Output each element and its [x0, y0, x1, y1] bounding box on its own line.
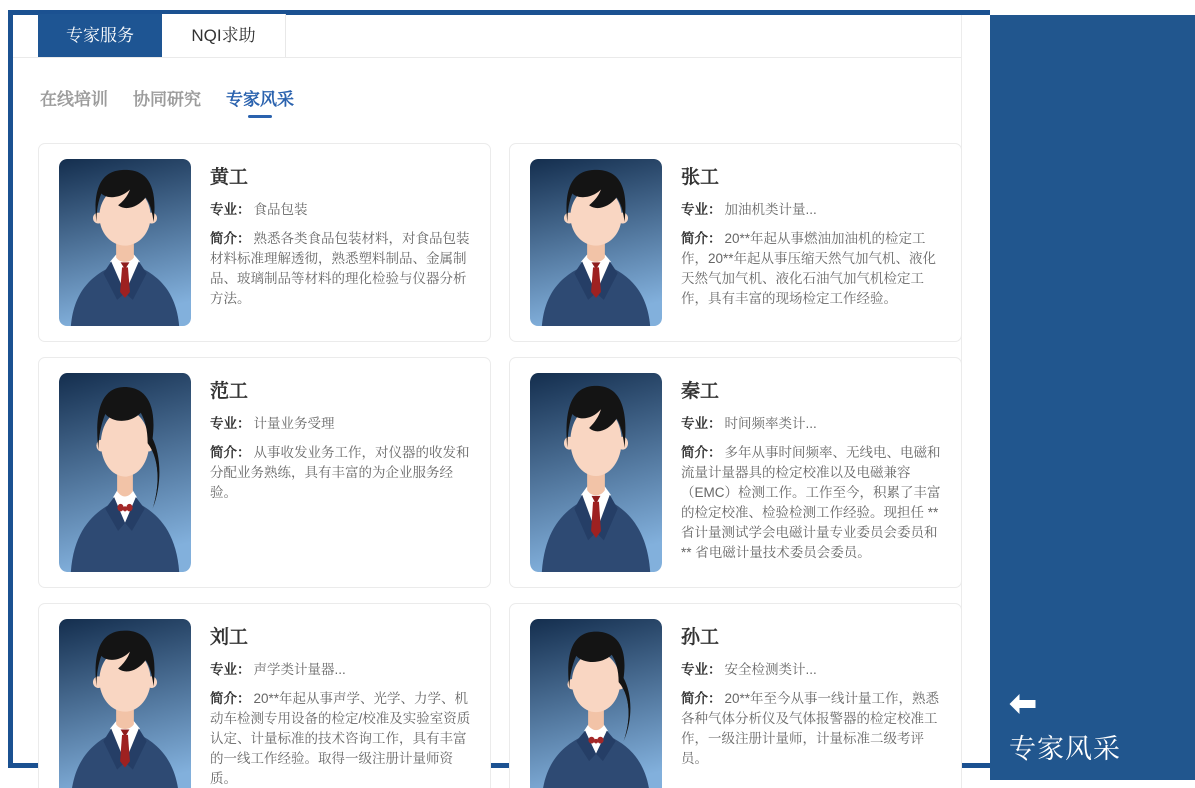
expert-intro: 简介： 20**年起从事声学、光学、力学、机动车检测专用设备的检定/校准及实验室资质认定、计量标准的技术咨询工作，具有丰富的一线工作经验。取得一级注册计量师资质。 — [210, 691, 471, 787]
expert-major: 专业： 加油机类计量... — [681, 202, 817, 217]
expert-info — [681, 619, 945, 788]
subtab-expert-showcase[interactable]: 专家风采 — [226, 85, 294, 118]
subtab-bar — [40, 85, 294, 118]
expert-avatar-female — [59, 373, 191, 572]
main-content — [13, 15, 962, 787]
tab-nqi-help[interactable]: NQI求助 — [162, 14, 286, 57]
intro-label: 简介： — [681, 691, 722, 707]
expert-intro: 简介： 多年从事时间频率、无线电、电磁和流量计量器具的检定校准以及电磁兼容（EMC）检测工作。工作至今，积累了丰富的检定校准、检验检测工作经验。现担任 ** 省计量测试学会电磁计量专业委员会委员和 ** 省电磁计量技术委员会委员。 — [681, 445, 941, 561]
intro-label: 简介： — [210, 231, 251, 246]
subtab-collaborative-research[interactable]: 协同研究 — [133, 90, 201, 109]
expert-major: 专业： 时间频率类计... — [681, 416, 817, 432]
arrow-left-icon[interactable] — [1009, 694, 1036, 714]
major-label: 专业： — [681, 416, 722, 432]
expert-avatar-male — [59, 619, 191, 788]
expert-info — [210, 373, 474, 572]
tabbar-divider — [13, 57, 961, 58]
expert-intro: 简介： 20**年起从事燃油加油机的检定工作，20**年起从事压缩天然气加气机、液化天然气加气机、液化石油气加气机检定工作，具有丰富的现场检定工作经验。 — [681, 231, 937, 306]
major-label: 专业： — [681, 202, 722, 217]
expert-intro: 简介： 熟悉各类食品包装材料，对食品包装材料标准理解透彻，熟悉塑料制品、金属制品、玻璃制品等材料的理化检验与仪器分析方法。 — [210, 231, 470, 306]
expert-card — [509, 357, 962, 588]
expert-major: 专业： 食品包装 — [210, 202, 308, 217]
expert-card — [38, 143, 491, 342]
expert-info — [681, 373, 945, 572]
subtab-online-training[interactable]: 在线培训 — [40, 90, 108, 109]
expert-major: 专业： 计量业务受理 — [210, 416, 335, 432]
tab-expert-service[interactable]: 专家服务 — [38, 14, 162, 57]
expert-intro: 简介： 从事收发业务工作，对仪器的收发和分配业务熟练，具有丰富的为企业服务经验。 — [210, 445, 470, 501]
expert-avatar-male — [530, 373, 662, 572]
side-panel-label: 专家风采 — [1009, 734, 1121, 764]
expert-info — [681, 159, 945, 326]
expert-avatar-male — [59, 159, 191, 326]
expert-showcase-panel[interactable] — [990, 15, 1195, 780]
expert-info — [210, 619, 474, 788]
expert-card-grid — [38, 143, 962, 788]
expert-name: 刘工 — [210, 627, 249, 649]
expert-card — [509, 143, 962, 342]
major-label: 专业： — [210, 416, 251, 432]
intro-label: 简介： — [210, 445, 251, 461]
expert-card — [509, 603, 962, 788]
intro-label: 简介： — [681, 231, 722, 246]
expert-name: 孙工 — [681, 627, 720, 649]
intro-label: 简介： — [210, 691, 251, 707]
intro-label: 简介： — [681, 445, 722, 461]
tabbar — [38, 14, 286, 57]
expert-name: 秦工 — [681, 381, 720, 403]
expert-avatar-female — [530, 619, 662, 788]
expert-info — [210, 159, 474, 326]
expert-avatar-male — [530, 159, 662, 326]
expert-intro: 简介： 20**年至今从事一线计量工作，熟悉各种气体分析仪及气体报警器的检定校准工作，一级注册计量师，计量标准二级考评员。 — [681, 691, 940, 767]
expert-name: 范工 — [210, 381, 249, 403]
major-label: 专业： — [210, 202, 251, 217]
expert-name: 张工 — [681, 167, 720, 188]
expert-major: 专业： 安全检测类计... — [681, 662, 817, 678]
major-label: 专业： — [681, 662, 722, 678]
content-frame — [8, 10, 990, 787]
expert-major: 专业： 声学类计量器... — [210, 662, 346, 678]
expert-card — [38, 603, 491, 788]
expert-name: 黄工 — [210, 167, 249, 188]
major-label: 专业： — [210, 662, 251, 678]
expert-card — [38, 357, 491, 588]
